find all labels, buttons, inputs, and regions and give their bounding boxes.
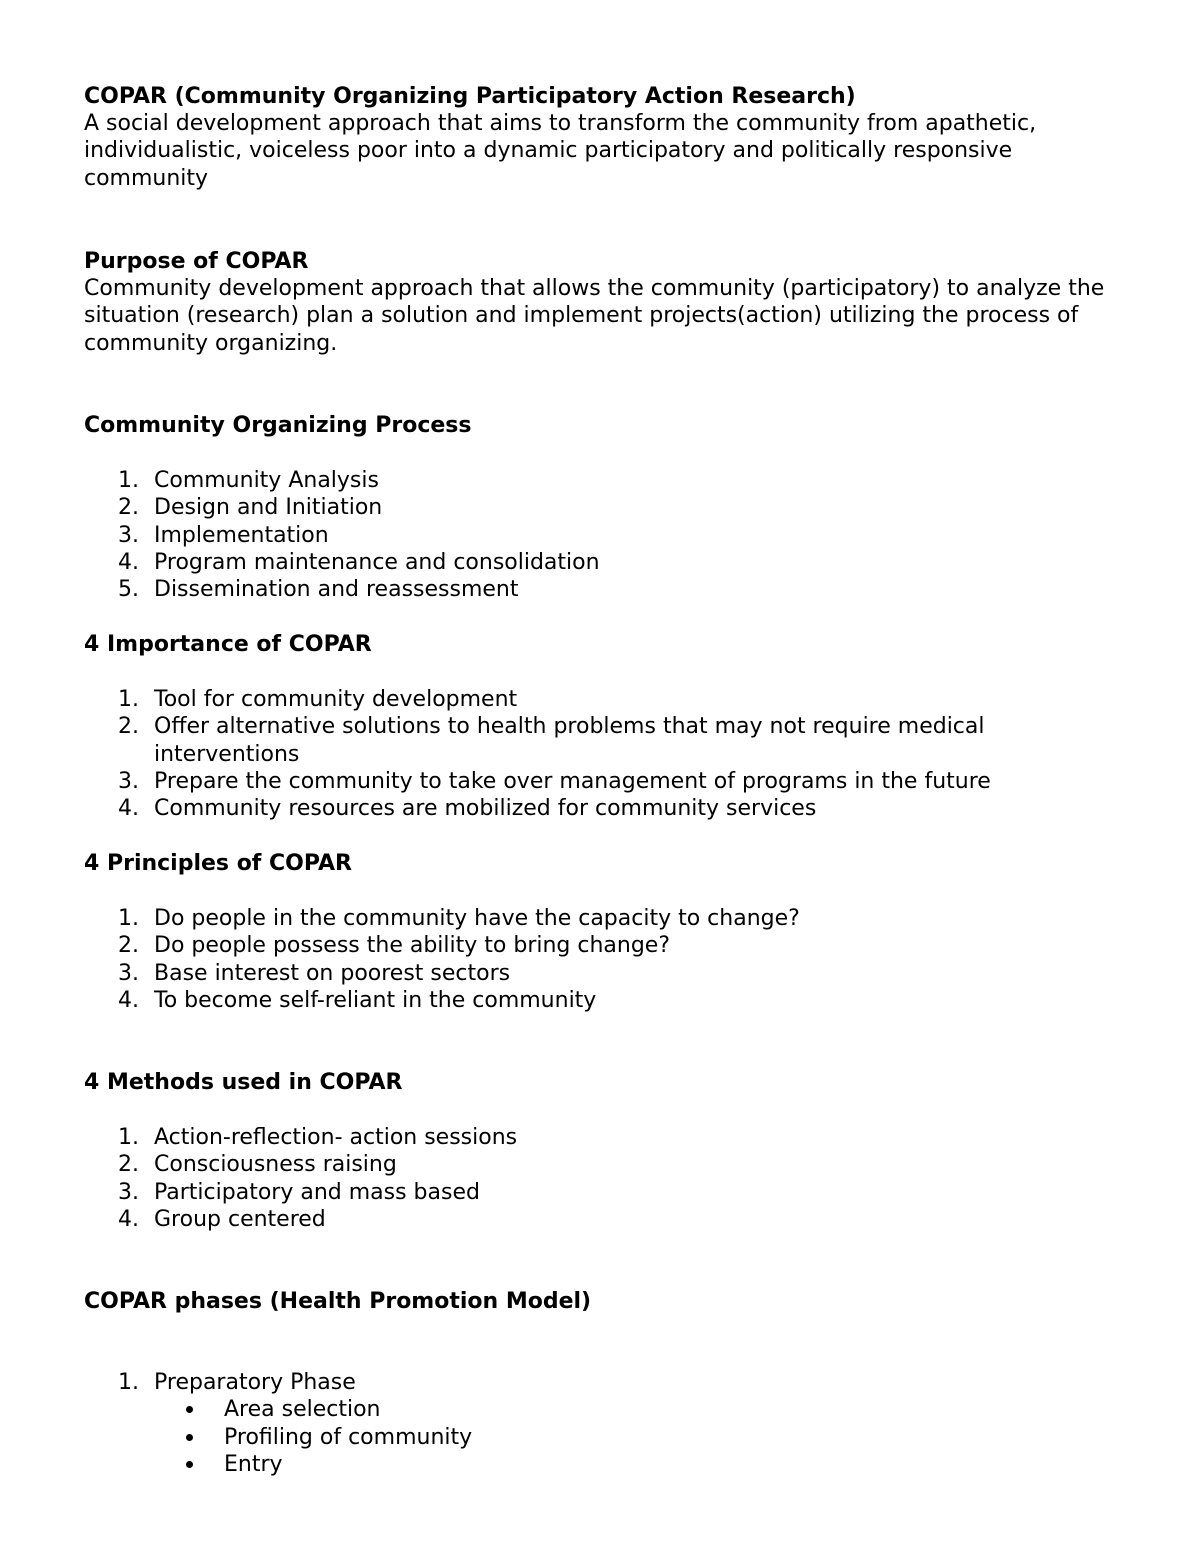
bullet-icon <box>186 1406 193 1413</box>
sub-list-item: Profiling of community <box>153 1424 1134 1452</box>
list-marker: 2. <box>118 714 139 740</box>
methods-list <box>84 1124 1134 1233</box>
list-item: 1. Community Analysis <box>118 468 379 493</box>
phase-sub-list <box>154 1396 1134 1479</box>
list-marker: 4. <box>118 549 139 575</box>
methods-heading: 4 Methods used in COPAR <box>84 1070 403 1095</box>
list-marker: 5. <box>118 577 139 603</box>
importance-list <box>84 686 1134 822</box>
principles-list <box>84 905 1134 1014</box>
bullet-icon <box>186 1434 193 1441</box>
phases-list <box>84 1369 1134 1479</box>
document-title: COPAR (Community Organizing Participatory Action Research) <box>84 84 856 109</box>
list-marker: 3. <box>118 960 139 986</box>
list-item: 3. Prepare the community to take over management of programs in the future <box>118 768 991 794</box>
bullet-icon <box>186 1461 193 1468</box>
list-item: 4. Community resources are mobilized for community services <box>118 796 817 822</box>
list-item: 4. To become self-reliant in the community <box>118 987 597 1013</box>
list-marker: 4. <box>118 796 139 822</box>
list-marker: 2. <box>118 1152 139 1178</box>
list-marker: 1. <box>118 906 139 931</box>
definition-paragraph: A social development approach that aims to transform the community from apathetic, individualistic, voiceless poor into a dynamic participatory and politically responsive community <box>84 111 1037 191</box>
list-item <box>84 1369 1134 1479</box>
list-marker: 3. <box>118 1179 139 1205</box>
list-item: 1. Do people in the community have the capacity to change? <box>118 906 800 931</box>
list-marker: 2. <box>118 495 139 521</box>
list-item: 1. Action-reflection- action sessions <box>118 1125 518 1150</box>
list-marker: 1. <box>118 1125 139 1150</box>
list-marker: 4. <box>118 1206 139 1232</box>
list-item: 2. Do people possess the ability to bring change? <box>118 933 671 959</box>
sub-list-item: Entry <box>153 1451 1134 1479</box>
list-marker: 1. <box>118 1370 139 1395</box>
list-item: 2. Offer alternative solutions to health problems that may not require medical interventions <box>118 714 985 767</box>
list-item: 2. Design and Initiation <box>118 495 383 521</box>
list-marker: 1. <box>118 687 139 712</box>
principles-heading: 4 Principles of COPAR <box>84 851 352 876</box>
importance-heading: 4 Importance of COPAR <box>84 632 372 657</box>
list-item: 4. Program maintenance and consolidation <box>118 549 600 575</box>
list-marker: 3. <box>118 768 139 794</box>
list-item: 3. Participatory and mass based <box>118 1179 480 1205</box>
list-item: 1. Tool for community development <box>118 687 518 712</box>
list-marker: 2. <box>118 933 139 959</box>
purpose-paragraph: Community development approach that allows the community (participatory) to analyze the situation (research) plan a solution and implement projects(action) utilizing the process of community organizing. <box>84 276 1105 356</box>
process-list <box>84 467 1134 603</box>
list-item: 2. Consciousness raising <box>118 1152 397 1178</box>
list-item: 3. Base interest on poorest sectors <box>118 960 511 986</box>
list-item: 4. Group centered <box>118 1206 326 1232</box>
phase-label: Preparatory Phase <box>154 1370 356 1395</box>
list-marker: 3. <box>118 522 139 548</box>
intro-section <box>84 83 1154 192</box>
purpose-section <box>84 248 1154 357</box>
sub-list-item: Area selection <box>153 1396 1134 1424</box>
process-heading: Community Organizing Process <box>84 413 472 438</box>
list-item: 5. Dissemination and reassessment <box>118 577 519 603</box>
purpose-heading: Purpose of COPAR <box>84 249 309 274</box>
list-marker: 1. <box>118 468 139 493</box>
list-item: 3. Implementation <box>118 522 329 548</box>
phases-heading: COPAR phases (Health Promotion Model) <box>84 1289 592 1314</box>
list-marker: 4. <box>118 987 139 1013</box>
